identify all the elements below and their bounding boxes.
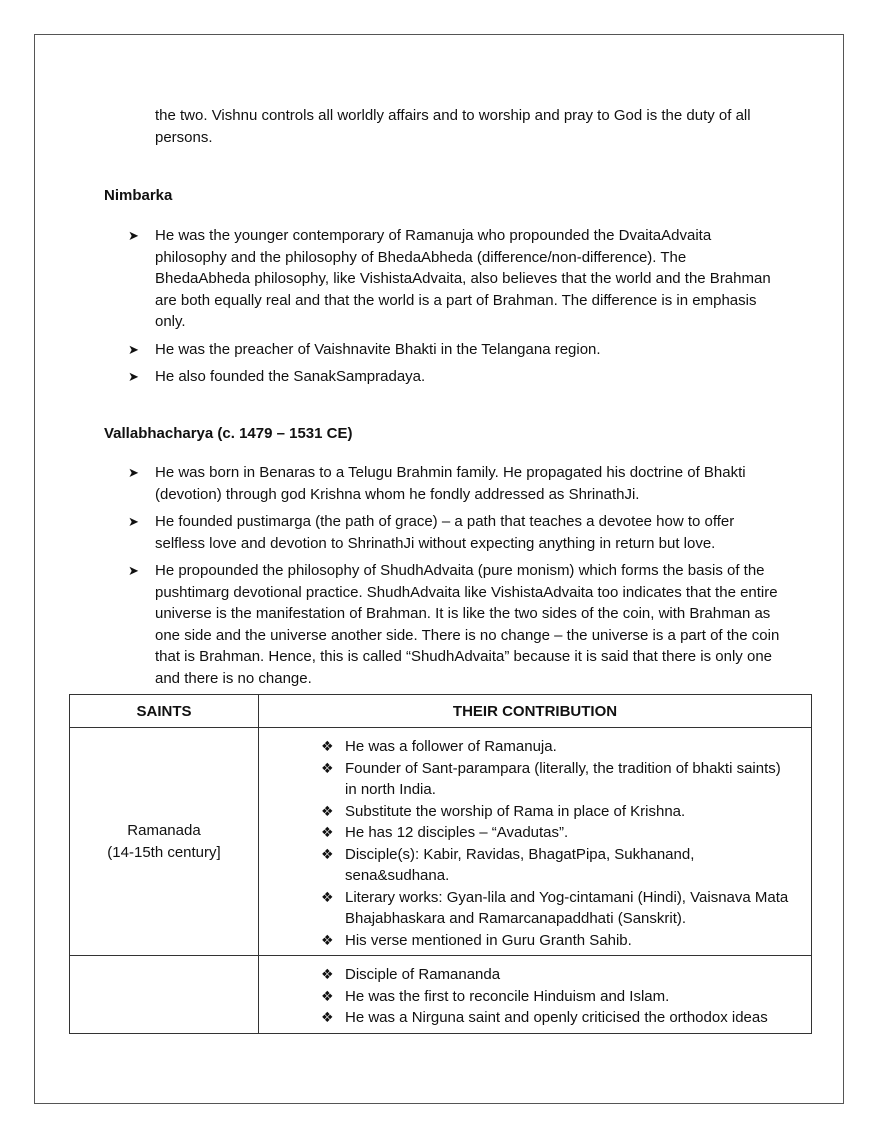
list-item: ➤ He founded pustimarga (the path of grace) – a path that teaches a devotee how to offer selfless love and devotion to ShrinathJi without expecting anything in return but love. (128, 513, 735, 552)
list-item: ➤ He also founded the SanakSampradaya. (128, 366, 783, 388)
table-header-row (70, 695, 812, 728)
list-item: ❖ Disciple(s): Kabir, Ravidas, BhagatPipa, Sukhanand, sena&sudhana. (321, 845, 695, 884)
intro-paragraph: the two. Vishnu controls all worldly affairs and to worship and pray to God is the duty of all persons. (155, 107, 751, 146)
saints-table (69, 694, 812, 1034)
arrow-bullet-icon: ➤ (128, 563, 139, 578)
list-item: ❖ Substitute the worship of Rama in place of Krishna. (321, 801, 795, 823)
header-saints: SAINTS (70, 695, 259, 728)
saint-name: Ramanada (127, 822, 201, 839)
arrow-bullet-icon: ➤ (128, 369, 139, 384)
header-contribution: THEIR CONTRIBUTION (259, 695, 812, 728)
list-item: ➤ He was the younger contemporary of Ramanuja who propounded the DvaitaAdvaita philosophy and the philosophy of BhedaAbheda (difference/non-difference). The BhedaAbheda philosophy, like VishistaAdvaita, also believes that the world and the Brahman are both equally real and that the world is a part of Brahman. The difference is in emphasis only. (128, 227, 771, 330)
table-row (70, 728, 812, 956)
table-row (70, 956, 812, 1034)
contribution-cell (259, 956, 812, 1034)
nimbarka-bullets (128, 225, 783, 394)
diamond-bullet-icon: ❖ (321, 824, 334, 840)
list-item: ➤ He was the preacher of Vaishnavite Bhakti in the Telangana region. (128, 339, 783, 361)
arrow-bullet-icon: ➤ (128, 341, 139, 357)
saint-name-cell (70, 728, 259, 956)
diamond-bullet-icon: ❖ (321, 845, 334, 862)
list-item: ❖ Founder of Sant-parampara (literally, the tradition of bhakti saints) in north India. (321, 759, 781, 798)
diamond-bullet-icon: ❖ (321, 888, 334, 905)
list-item: ❖ He was a Nirguna saint and openly criticised the orthodox ideas (321, 1007, 795, 1029)
vallabhacharya-bullets (128, 462, 783, 695)
list-item: ❖ His verse mentioned in Guru Granth Sahib. (321, 930, 795, 952)
list-item: ❖ He was the first to reconcile Hinduism and Islam. (321, 986, 795, 1008)
diamond-bullet-icon: ❖ (321, 1009, 334, 1025)
saint-period: (14-15th century] (107, 843, 221, 861)
diamond-bullet-icon: ❖ (321, 759, 334, 776)
contribution-cell (259, 728, 812, 956)
list-item: ❖ He has 12 disciples – “Avadutas”. (321, 822, 795, 844)
diamond-bullet-icon: ❖ (321, 987, 334, 1004)
list-item: ❖ He was a follower of Ramanuja. (321, 736, 795, 758)
list-item: ➤ He was born in Benaras to a Telugu Brahmin family. He propagated his doctrine of Bhakti (devotion) through god Krishna whom he fondly addressed as ShrinathJi. (128, 464, 746, 503)
list-item: ❖ Literary works: Gyan-lila and Yog-cintamani (Hindi), Vaisnava Mata Bhajabhaskara and Ramarcanapaddhati (Sanskrit). (321, 888, 789, 927)
arrow-bullet-icon: ➤ (128, 514, 139, 529)
heading-vallabhacharya: Vallabhacharya (c. 1479 – 1531 CE) (104, 425, 353, 442)
heading-nimbarka: Nimbarka (104, 187, 173, 204)
diamond-bullet-icon: ❖ (321, 931, 334, 948)
diamond-bullet-icon: ❖ (321, 738, 334, 754)
list-item: ➤ He propounded the philosophy of ShudhAdvaita (pure monism) which forms the basis of the pushtimarg devotional practice. ShudhAdvaita like VishistaAdvaita too indicates that the entire universe is the manifestation of Brahman. It is like the two sides of the coin, with Brahman as one side and the universe another side. There is no change – the universe is a part of the coin that is Brahman. Hence, this is called “ShudhAdvaita” because it is said that there is only one and there is no change. (128, 562, 780, 687)
saint-name-cell (70, 956, 259, 1034)
arrow-bullet-icon: ➤ (128, 228, 139, 243)
list-item: ❖ Disciple of Ramananda (321, 964, 795, 986)
diamond-bullet-icon: ❖ (321, 802, 334, 819)
diamond-bullet-icon: ❖ (321, 966, 334, 982)
arrow-bullet-icon: ➤ (128, 465, 139, 480)
